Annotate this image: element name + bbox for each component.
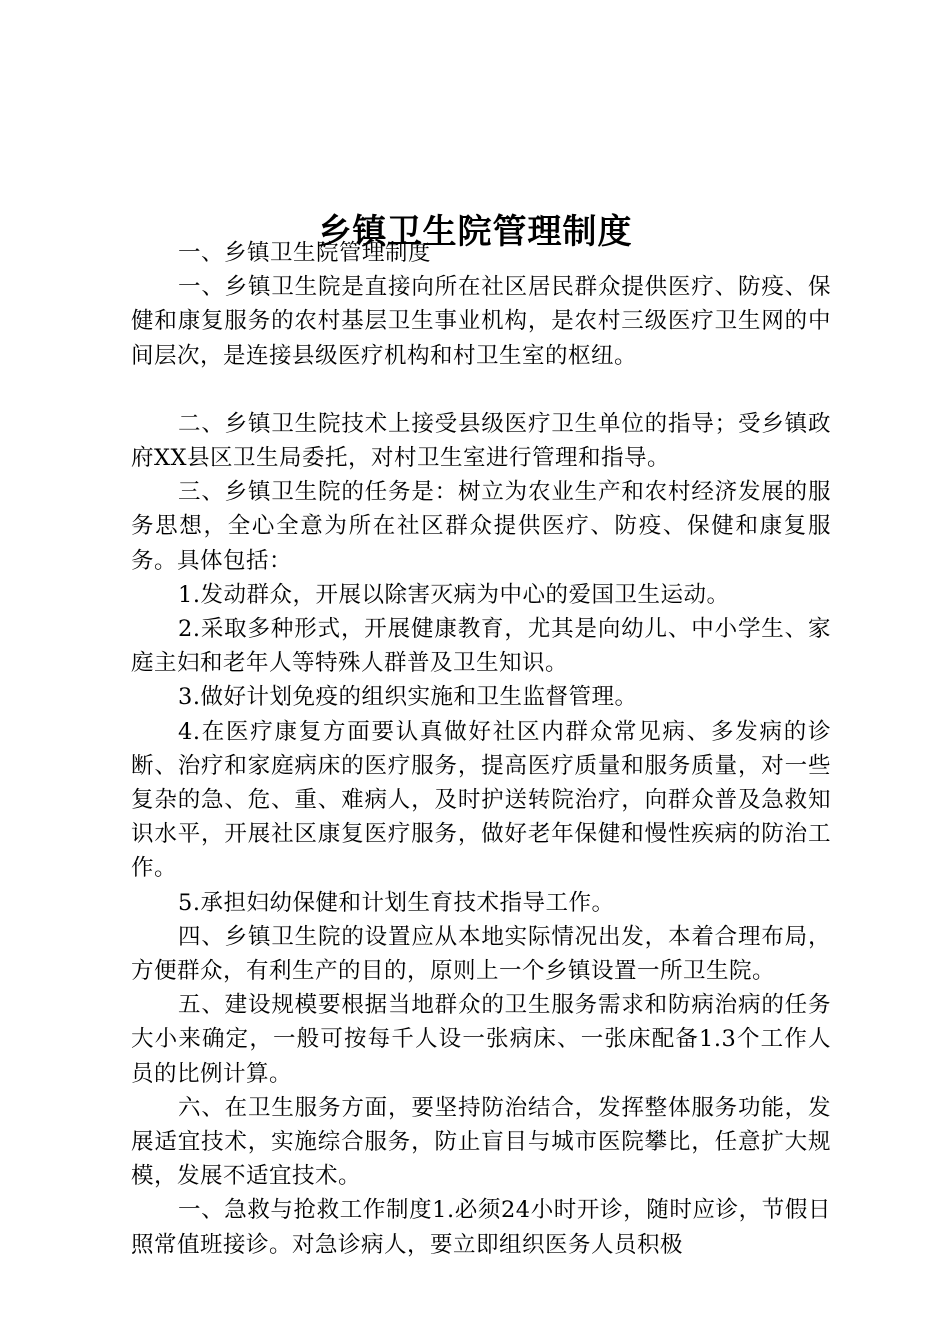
paragraph-6: 六、在卫生服务方面，要坚持防治结合，发挥整体服务功能，发展适宜技术，实施综合服务，防止盲目与城市医院攀比，任意扩大规模，发展不适宜技术。 bbox=[131, 1094, 831, 1190]
section-heading: 一、乡镇卫生院管理制度 bbox=[178, 240, 432, 266]
document-body bbox=[131, 236, 831, 1262]
paragraph-2: 二、乡镇卫生院技术上接受县级医疗卫生单位的指导；受乡镇政府XX县区卫生局委托，对村卫生室进行管理和指导。 bbox=[131, 410, 831, 472]
paragraph-4: 四、乡镇卫生院的设置应从本地实际情况出发，本着合理布局，方便群众，有利生产的目的，原则上一个乡镇设置一所卫生院。 bbox=[131, 923, 831, 985]
paragraph-5: 五、建设规模要根据当地群众的卫生服务需求和防病治病的任务大小来确定，一般可按每千人设一张病床、一张床配备1.3个工作人员的比例计算。 bbox=[131, 992, 831, 1087]
list-item-1: 1.发动群众，开展以除害灭病为中心的爱国卫生运动。 bbox=[178, 581, 730, 608]
paragraph-3: 三、乡镇卫生院的任务是：树立为农业生产和农村经济发展的服务思想，全心全意为所在社区群众提供医疗、防疫、保健和康复服务。具体包括： bbox=[131, 479, 831, 574]
paragraph-emergency: 一、急救与抢救工作制度1.必须24小时开诊，随时应诊，节假日照常值班接诊。对急诊病人，要立即组织医务人员积极 bbox=[131, 1197, 831, 1258]
list-item-5: 5.承担妇幼保健和计划生育技术指导工作。 bbox=[178, 889, 615, 916]
list-item-3: 3.做好计划免疫的组织实施和卫生监督管理。 bbox=[178, 684, 638, 711]
document-title: 乡镇卫生院管理制度 bbox=[317, 211, 633, 252]
paragraph-1: 一、乡镇卫生院是直接向所在社区居民群众提供医疗、防疫、保健和康复服务的农村基层卫生事业机构，是农村三级医疗卫生网的中间层次，是连接县级医疗机构和村卫生室的枢纽。 bbox=[131, 274, 831, 369]
list-item-2: 2.采取多种形式，开展健康教育，尤其是向幼儿、中小学生、家庭主妇和老年人等特殊人群普及卫生知识。 bbox=[131, 616, 831, 677]
list-item-4: 4.在医疗康复方面要认真做好社区内群众常见病、多发病的诊断、治疗和家庭病床的医疗服务，提高医疗质量和服务质量，对一些复杂的急、危、重、难病人，及时护送转院治疗，向群众普及急救知识水平，开展社区康复医疗服务，做好老年保健和慢性疾病的防治工作。 bbox=[131, 718, 831, 882]
